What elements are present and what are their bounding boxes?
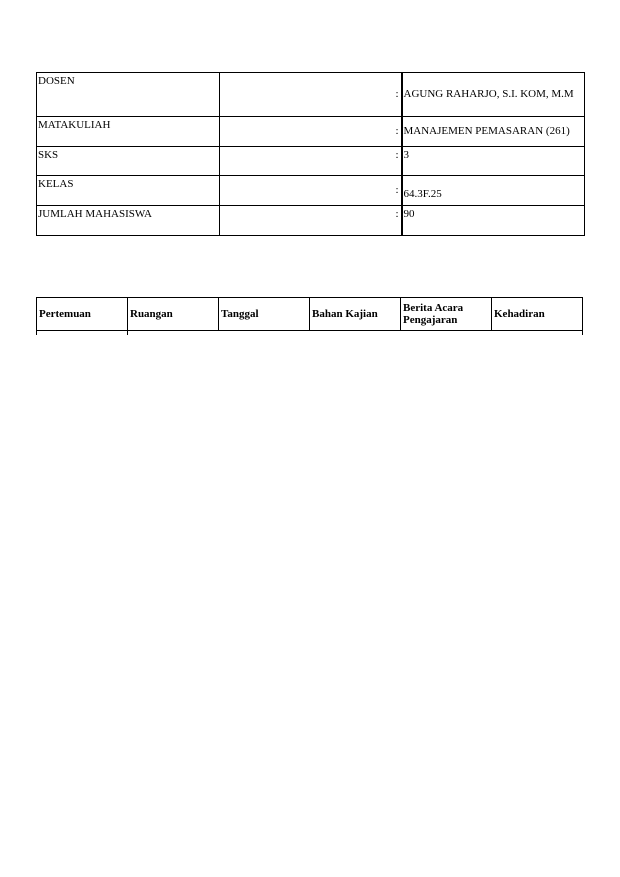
meeting-schedule-table: [36, 297, 583, 335]
table-cell: [128, 331, 219, 336]
info-value: 3: [402, 147, 585, 176]
info-value: 90: [402, 206, 585, 236]
schedule-header-row: [37, 298, 583, 331]
column-header-kehadiran: Kehadiran: [492, 298, 583, 331]
info-label: MATAKULIAH: [37, 117, 220, 147]
info-row-sks: [37, 147, 585, 176]
table-cell: [37, 331, 128, 336]
info-row-dosen: [37, 73, 585, 117]
column-header-berita-acara: Berita Acara Pengajaran: [401, 298, 492, 331]
table-cell: [219, 331, 310, 336]
info-label: DOSEN: [37, 73, 220, 117]
info-value: 64.3F.25: [402, 176, 585, 206]
column-header-ruangan: Ruangan: [128, 298, 219, 331]
course-info-table: [36, 72, 585, 236]
schedule-row-stub: [37, 331, 583, 336]
info-separator: :: [220, 176, 402, 206]
info-value: MANAJEMEN PEMASARAN (261): [402, 117, 585, 147]
info-row-kelas: [37, 176, 585, 206]
info-separator: :: [220, 147, 402, 176]
column-header-bahan-kajian: Bahan Kajian: [310, 298, 401, 331]
column-header-tanggal: Tanggal: [219, 298, 310, 331]
info-separator: :: [220, 73, 402, 117]
info-label: SKS: [37, 147, 220, 176]
info-row-matakuliah: [37, 117, 585, 147]
info-separator: :: [220, 206, 402, 236]
table-cell: [401, 331, 492, 336]
info-separator: :: [220, 117, 402, 147]
info-label: JUMLAH MAHASISWA: [37, 206, 220, 236]
column-header-pertemuan: Pertemuan: [37, 298, 128, 331]
table-cell: [310, 331, 401, 336]
table-cell: [492, 331, 583, 336]
info-value: AGUNG RAHARJO, S.I. KOM, M.M: [402, 73, 585, 117]
info-row-jumlah-mahasiswa: [37, 206, 585, 236]
info-label: KELAS: [37, 176, 220, 206]
